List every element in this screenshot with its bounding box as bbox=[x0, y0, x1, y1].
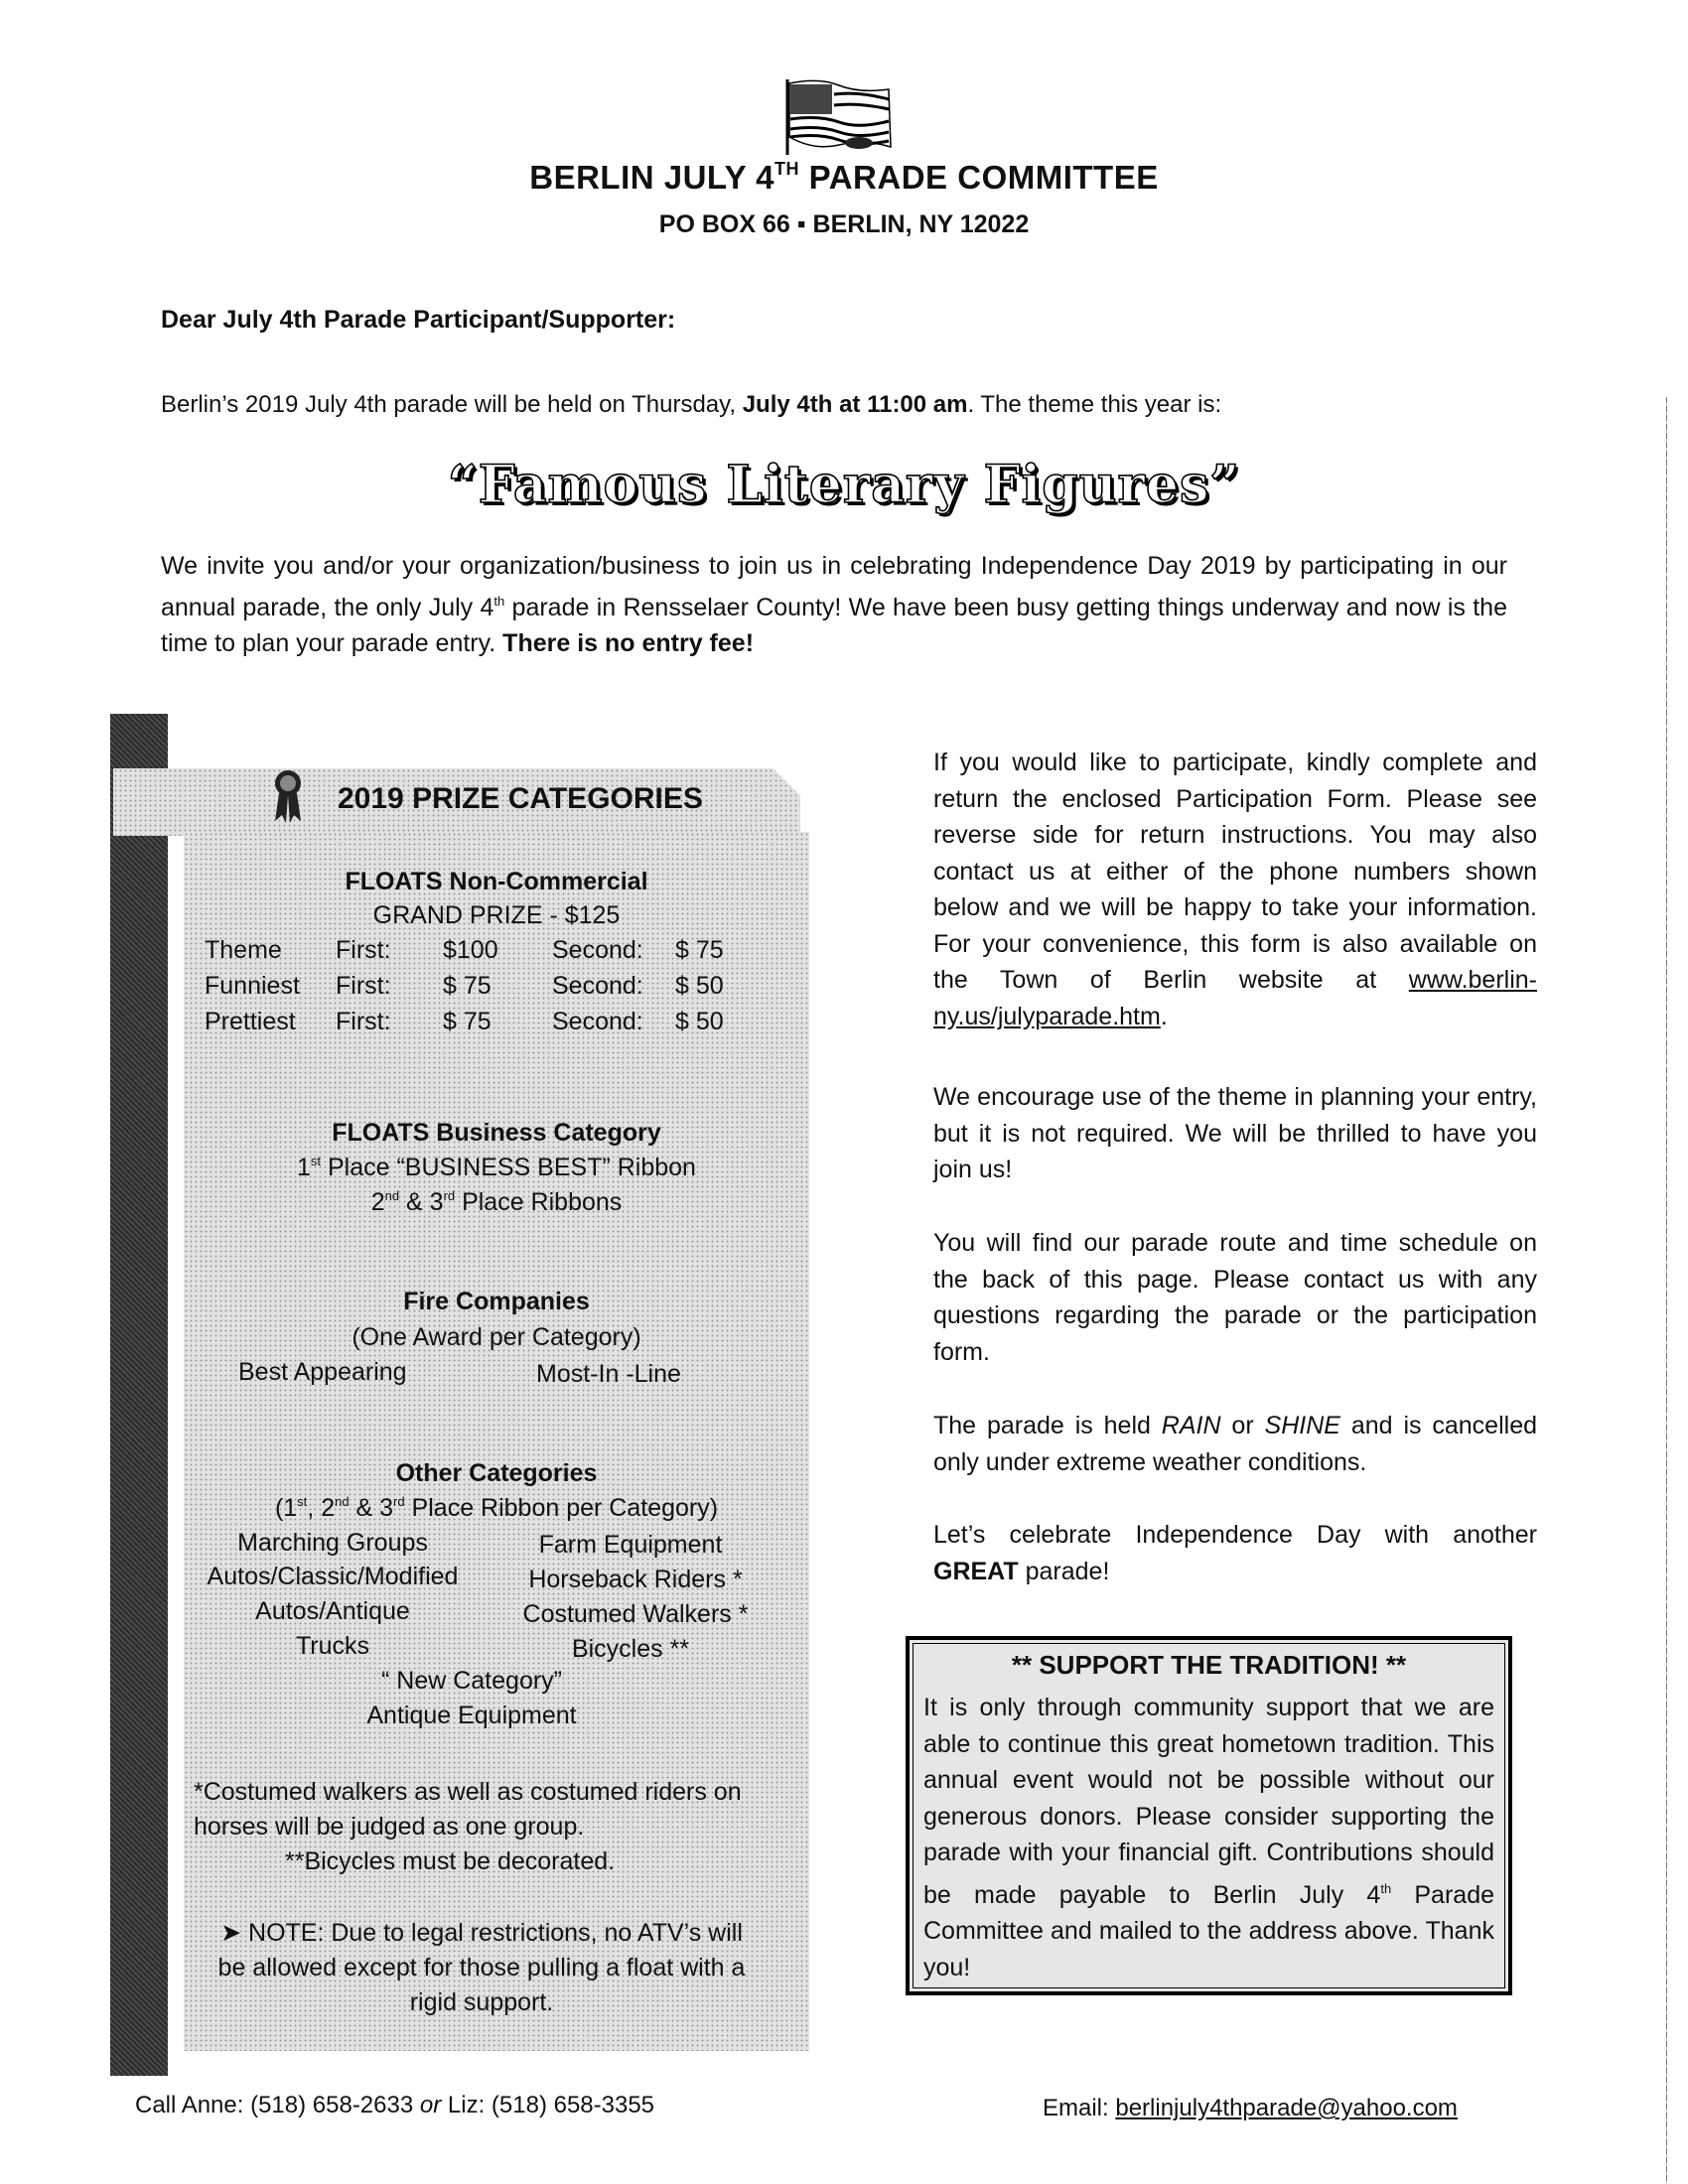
category-item: Marching Groups bbox=[237, 1529, 428, 1557]
atv-note: ➤ NOTE: Due to legal restrictions, no ATV’s will be allowed except for those pulling a float with a rigid support. bbox=[217, 1919, 746, 2016]
floats-business-heading: FLOATS Business Category bbox=[332, 1119, 661, 1147]
arrow-bullet-icon: ➤ bbox=[220, 1919, 242, 1947]
route-info-paragraph: You will find our parade route and time schedule on the back of this page. Please contact us with any questions regarding the parade or the participation form. bbox=[933, 1229, 1537, 1366]
fire-award-most-in-line: Most-In -Line bbox=[536, 1360, 681, 1388]
salutation: Dear July 4th Parade Participant/Supporter: bbox=[161, 306, 676, 334]
support-title: ** SUPPORT THE TRADITION! ** bbox=[1011, 1650, 1407, 1680]
website-link[interactable]: www.berlin-ny.us/julyparade.htm bbox=[933, 966, 1537, 1030]
costumed-note: *Costumed walkers as well as costumed riders on horses will be judged as one group. **Bicycles must be decorated. bbox=[194, 1775, 750, 1879]
celebrate-paragraph: Let’s celebrate Independence Day with another GREAT parade! bbox=[933, 1521, 1537, 1585]
support-tradition-box bbox=[906, 1636, 1512, 1995]
organization-address: PO BOX 66 ▪ BERLIN, NY 12022 bbox=[658, 210, 1030, 238]
american-flag-icon bbox=[779, 77, 899, 157]
decorative-side-bar bbox=[110, 714, 168, 2076]
business-first-place: 1st Place “BUSINESS BEST” Ribbon bbox=[297, 1154, 696, 1181]
intro-paragraph: We invite you and/or your organization/business to join us in celebrating Independence Day 2019 by participating in our annual parade, the only July 4th parade in Rensselaer County! We have been busy getting things underway and now is the time to plan your parade entry. There is no entry fee! bbox=[161, 552, 1507, 657]
new-category-label: “ New Category” bbox=[381, 1667, 562, 1695]
category-item: Trucks bbox=[295, 1632, 370, 1660]
other-categories-subheading: (1st, 2nd & 3rd Place Ribbon per Category) bbox=[274, 1494, 719, 1522]
award-ribbon-icon bbox=[273, 769, 303, 824]
category-item: Autos/Antique bbox=[255, 1597, 410, 1625]
fire-companies-subheading: (One Award per Category) bbox=[352, 1323, 641, 1351]
organization-title: BERLIN JULY 4TH PARADE COMMITTEE bbox=[529, 159, 1159, 196]
support-body: It is only through community support that we are able to continue this great hometown tradition. This annual event would not be possible without our generous donors. Please consider supporting the parade with your financial gift. Contributions should be made payable to Berlin July 4th Parade Committee and mailed to the address above. Thank you! bbox=[923, 1694, 1494, 1981]
weather-paragraph: The parade is held RAIN or SHINE and is cancelled only under extreme weather conditions. bbox=[933, 1412, 1538, 1476]
contact-phones: Call Anne: (518) 658-2633 or Liz: (518) 658-3355 bbox=[135, 2092, 655, 2118]
fire-award-best-appearing: Best Appearing bbox=[238, 1358, 407, 1386]
floats-noncommercial-heading: FLOATS Non-Commercial bbox=[345, 868, 648, 895]
new-category-item: Antique Equipment bbox=[366, 1702, 577, 1729]
grand-prize: GRAND PRIZE - $125 bbox=[372, 901, 621, 929]
category-item: Horseback Riders * bbox=[528, 1566, 743, 1593]
other-categories-heading: Other Categories bbox=[395, 1459, 598, 1487]
parade-theme: “Famous Literary Figures” bbox=[447, 455, 1241, 515]
category-item: Costumed Walkers * bbox=[522, 1600, 749, 1628]
business-other-places: 2nd & 3rd Place Ribbons bbox=[370, 1188, 623, 1216]
date-line: Berlin’s 2019 July 4th parade will be held on Thursday, July 4th at 11:00 am. The theme this year is: bbox=[161, 391, 1222, 418]
participation-paragraph: If you would like to participate, kindly complete and return the enclosed Participation Form. Please see reverse side for return instructions. You may also contact us at either of the phone numbers shown below and we will be happy to take your information. For your convenience, this form is also available on the Town of Berlin website at www.berlin-ny.us/julyparade.htm. bbox=[933, 749, 1537, 1030]
fire-companies-heading: Fire Companies bbox=[403, 1288, 590, 1315]
category-item: Autos/Classic/Modified bbox=[207, 1563, 459, 1590]
bicycles-note: **Bicycles must be decorated. bbox=[285, 1847, 616, 1875]
email-link[interactable]: berlinjuly4thparade@yahoo.com bbox=[1115, 2095, 1458, 2121]
contact-email: Email: berlinjuly4thparade@yahoo.com bbox=[1043, 2095, 1458, 2121]
prize-categories-title: 2019 PRIZE CATEGORIES bbox=[338, 782, 703, 815]
category-item: Bicycles ** bbox=[571, 1635, 690, 1663]
category-item: Farm Equipment bbox=[538, 1531, 723, 1559]
scan-edge-line bbox=[1666, 397, 1667, 2184]
theme-encouragement-paragraph: We encourage use of the theme in planning your entry, but it is not required. We will be thrilled to have you join us! bbox=[933, 1083, 1537, 1183]
